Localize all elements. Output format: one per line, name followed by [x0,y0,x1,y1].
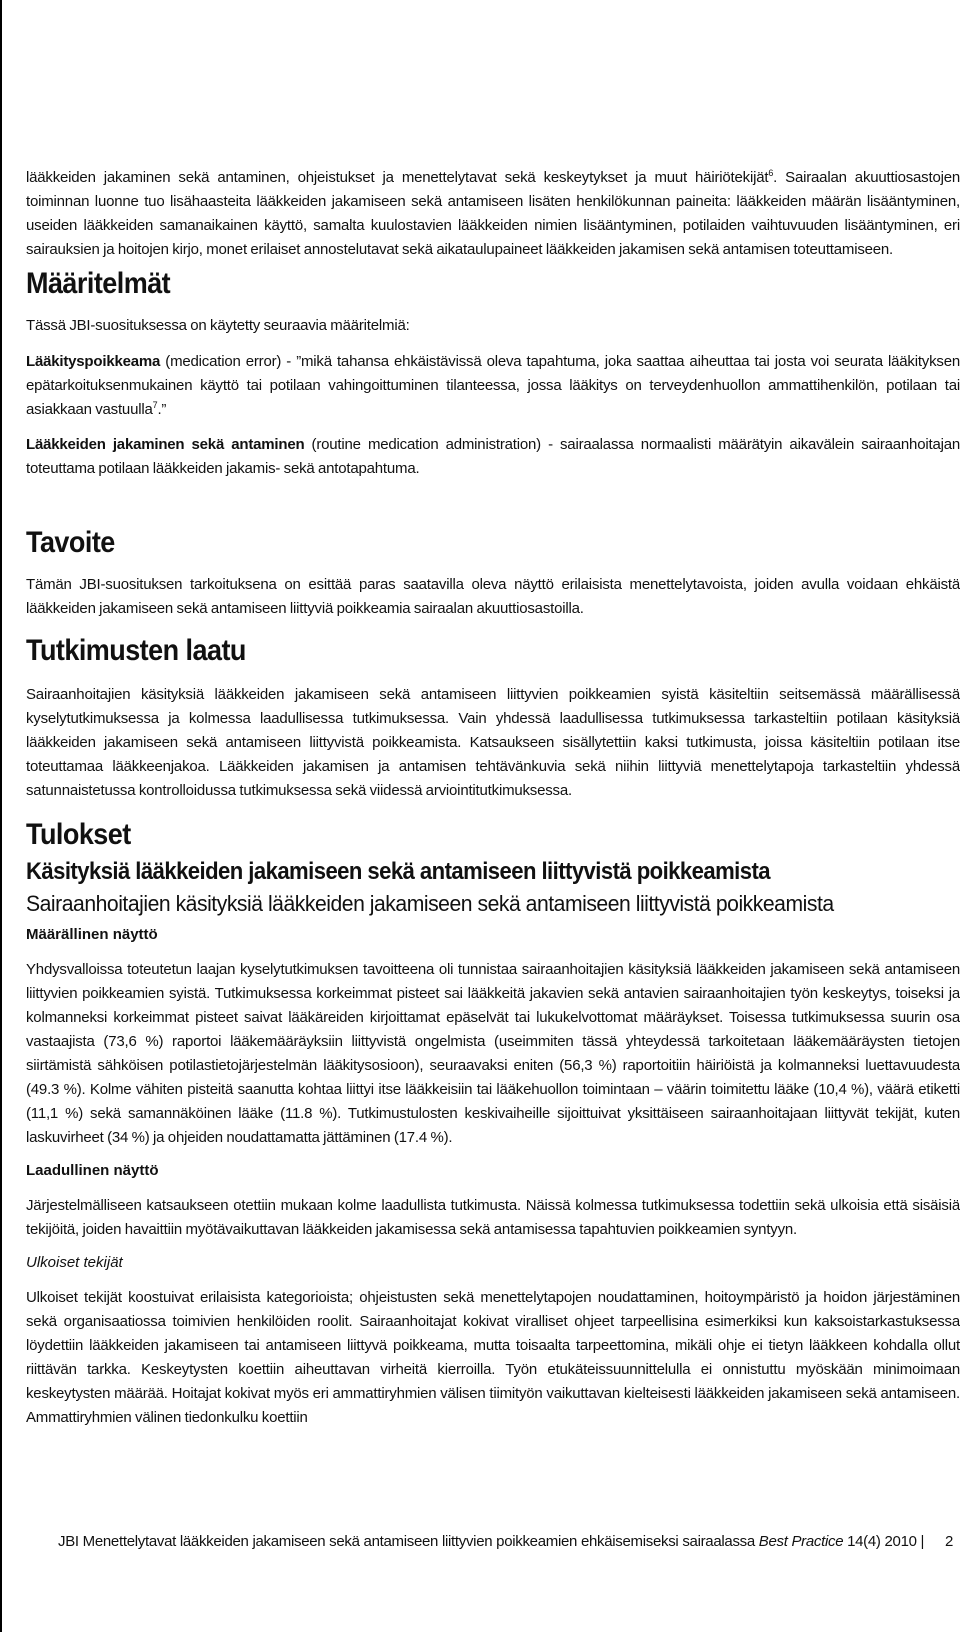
page-left-border [0,0,2,1632]
heading-external-factors: Ulkoiset tekijät [26,1254,123,1271]
quality-paragraph: Sairaanhoitajien käsityksiä lääkkeiden jakamiseen sekä antamiseen liittyvien poikkeamien syistä käsiteltiin seitsemässä määrällisessä kyselytutkimuksessa ja kolmessa laadullisessa tutkimuksessa. Vain yhdessä laadullisessa tutkimuksessa tarkasteltiin potilaan käsityksiä lääkkeiden jakamiseen sekä antamiseen liittyvistä poikkeamista. Katsaukseen sisällytettiin kaksi tutkimusta, joissa käsiteltiin potilaan itse toteuttamaa lääkkeenjakoa. Lääkkeiden jakamisen ja antamisen tehtävänkuvia sekä niihin liittyviä menettelytapoja tarkasteltiin yhdessä satunnaistetussa kontrolloidussa tutkimuksessa sekä viidessä arviointitutkimuksessa. [26,686,960,799]
footer-separator: | [920,1533,925,1550]
heading-study-quality: Tutkimusten laatu [26,634,246,667]
intro-paragraph [26,166,960,262]
document-page [26,166,960,1430]
subheading-nurse-perceptions: Sairaanhoitajien käsityksiä lääkkeiden jakamiseen sekä antamiseen liittyvistä poikkeamista [26,891,834,916]
quantitative-paragraph: Yhdysvalloissa toteutetun laajan kyselytutkimuksen tavoitteena oli tunnistaa sairaanhoitajien käsityksiä lääkkeiden jakamiseen sekä antamiseen liittyvien poikkeamien syistä. Tutkimuksessa korkeimmat pisteet sai lääkkeitä jakavien sekä antavien sairaanhoitajien työn keskeytys, toiseksi ja kolmanneksi korkeimmat pisteet saivat lääkäreiden kirjoittamat epäselvät tai lukukelvottomat määräykset. Toisessa tutkimuksessa suurin osa vastaajista (73,6 %) raportoi lääkemääräyksiin liittyvistä ongelmista (useimmiten tässä yhteydessä tarkoitetaan lääkemääräysten tietojen siirtämistä sähköisen potilastietojärjestelmän lääkitysosioon), seuraavaksi eniten (56,3 %) raportoitiin häiriöistä ja kolmanneksi luettavuudesta (49.3 %). Kolme vähiten pisteitä saanutta kohtaa liittyi itse lääkkeisiin tai lääkehuollon toimintaan – väärin toimitettu lääke (10,4 %), väärä etiketti (11,1 %) sekä samannäköinen lääke (11.8 %). Tutkimustulosten keskivaiheille sijoittuivat yksittäiseen sairaanhoitajaan liittyvät tekijät, kuten laskuvirheet (34 %) ja ohjeiden noudattamatta jättäminen (17.4 %). [26,961,960,1146]
footer-issue: 14(4) 2010 [843,1533,917,1550]
subheading-perceptions: Käsityksiä lääkkeiden jakamiseen sekä antamiseen liittyvistä poikkeamista [26,858,770,885]
goal-paragraph: Tämän JBI-suosituksen tarkoituksena on esittää paras saatavilla oleva näyttö erilaisista menettelytavoista, joiden avulla voidaan ehkäistä lääkkeiden jakamiseen sekä antamiseen liittyviä poikkeamia sairaalan akuuttiosastoilla. [26,576,960,617]
intro-text-1: lääkkeiden jakaminen sekä antaminen, ohjeistukset ja menettelytavat sekä keskeytykset ja muut häiriötekijät [26,169,769,186]
heading-results: Tulokset [26,818,131,851]
definition-term: Lääkkeiden jakaminen sekä antaminen [26,436,305,453]
definition-text: (medication error) - ”mikä tahansa ehkäistävissä oleva tapahtuma, joka saattaa aiheuttaa tai josta voi seurata lääkityksen epätarkoituksenmukainen käyttö tai potilaan vahingoittuminen tilanteessa, jossa lääkitys on terveydenhuollon ammattihenkilön, potilaan tai asiakkaan vastuulla [26,353,960,418]
footnote-ref: 6 [768,168,774,178]
definition-medication-error [26,350,960,422]
external-factors-paragraph: Ulkoiset tekijät koostuivat erilaisista kategorioista; ohjeistusten sekä menettelytapojen noudattaminen, hoitoympäristö ja hoidon järjestäminen sekä organisaatiossa toimivien henkilöiden roolit. Sairaanhoitajat kokivat viralliset ohjeet tarpeellisina esimerkiksi kun kaksoistarkastuksessa löydettiin lääkkeiden jakamiseen tai antamiseen liittyvä poikkeama, mutta toisaalta tarpeettomina, mikäli ohje ei tietyn lääkkeen kohdalla ollut riittävän tarkka. Keskeytysten koettiin aiheuttavan virheitä kierroilla. Työn etukäteissuunnittelulla ei onnistuttu myöskään minimoimaan keskeytysten määrää. Hoitajat kokivat myös eri ammattiryhmien välisen tiimityön vaikuttavan kielteisesti lääkkeiden jakamiseen sekä antamiseen. Ammattiryhmien välinen tiedonkulku koettiin [26,1289,960,1426]
page-footer [58,1531,960,1553]
definitions-intro: Tässä JBI-suosituksessa on käytetty seuraavia määritelmiä: [26,317,410,334]
definition-end: .” [157,401,167,418]
heading-goal: Tavoite [26,526,115,559]
definition-routine-administration [26,433,960,481]
footnote-ref: 7 [152,400,158,410]
qualitative-paragraph: Järjestelmälliseen katsaukseen otettiin mukaan kolme laadullista tutkimusta. Näissä kolmessa tutkimuksessa todettiin sekä ulkoisia että sisäisiä tekijöitä, joiden havaittiin myötävaikuttavan lääkkeiden jakamisessa sekä antamisessa tapahtuvien poikkeamien syntyyn. [26,1197,960,1238]
intro-text-2: . Sairaalan akuuttiosastojen toiminnan luonne tuo lisähaasteita lääkkeiden jakamiseen sekä antamiseen lisäten henkilökunnan paineita: lääkkeiden määrän lisääntyminen, useiden lääkkeiden samanaikainen käyttö, samalta kuulostavien lääkkeiden nimien lisääntyminen, potilaiden vaihtuvuuden lisääntyminen, eri sairauksien ja hoitojen kirjo, monet erilaiset annostelutavat sekä aikataulupaineet lääkkeiden jakamisen sekä antamisen toteuttamiseen. [26,169,960,258]
footer-journal: Best Practice [758,1533,844,1550]
page-number: 2 [945,1533,954,1550]
heading-quantitative-evidence: Määrällinen näyttö [26,926,158,943]
definition-term: Lääkityspoikkeama [26,353,161,370]
heading-qualitative-evidence: Laadullinen näyttö [26,1162,159,1179]
heading-definitions: Määritelmät [26,267,171,300]
footer-title: JBI Menettelytavat lääkkeiden jakamiseen sekä antamiseen liittyvien poikkeamien ehkäisemiseksi sairaalassa [58,1533,759,1550]
definition-text: (routine medication administration) - sairaalassa normaalisti määrätyin aikavälein sairaanhoitajan toteuttama potilaan lääkkeiden jakamis- sekä antotapahtuma. [26,436,960,477]
